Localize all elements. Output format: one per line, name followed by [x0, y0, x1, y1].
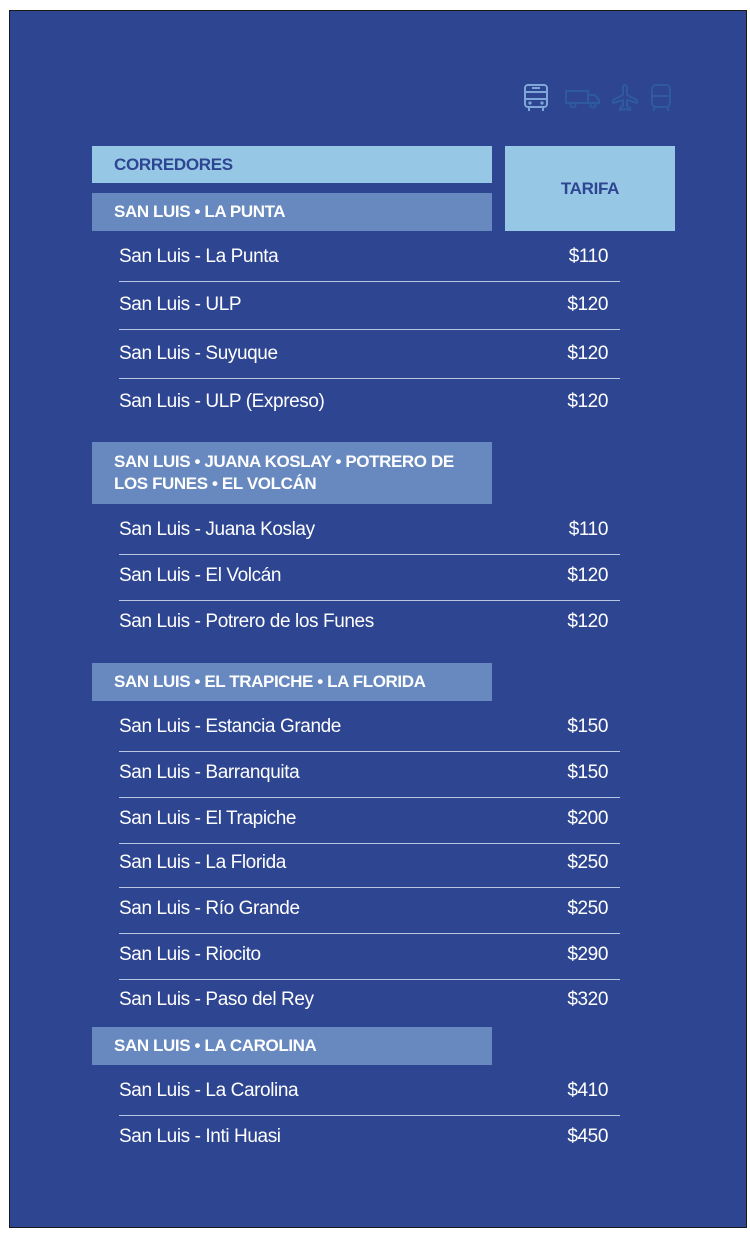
fare-value: $320	[567, 989, 608, 1010]
route-name: San Luis - Potrero de los Funes	[119, 611, 374, 632]
route-name: San Luis - ULP (Expreso)	[119, 391, 325, 412]
section-title: SAN LUIS • LA CAROLINA	[92, 1027, 492, 1065]
corridors-header: CORREDORES	[92, 146, 492, 183]
section-title: SAN LUIS • JUANA KOSLAY • POTRERO DE LOS FUNES • EL VOLCÁN	[92, 442, 492, 504]
route-name: San Luis - La Punta	[119, 246, 279, 267]
route-name: San Luis - El Volcán	[119, 565, 282, 586]
route-name: San Luis - Barranquita	[119, 762, 300, 783]
fare-header-label: TARIFA	[560, 178, 620, 198]
fare-value: $120	[567, 391, 608, 412]
route-name: San Luis - Juana Koslay	[119, 519, 315, 540]
section-title: SAN LUIS • EL TRAPICHE • LA FLORIDA	[92, 663, 492, 701]
fare-value: $120	[567, 343, 608, 364]
route-name: San Luis - Estancia Grande	[119, 716, 341, 737]
fare-card	[9, 10, 747, 1228]
row-divider	[119, 797, 620, 798]
route-name: San Luis - La Carolina	[119, 1080, 299, 1101]
route-name: San Luis - La Florida	[119, 852, 286, 873]
fare-value: $120	[567, 294, 608, 315]
route-name: San Luis - Suyuque	[119, 343, 278, 364]
fare-value: $450	[567, 1126, 608, 1147]
row-divider	[119, 887, 620, 888]
row-divider	[119, 751, 620, 752]
fare-value: $120	[567, 565, 608, 586]
fare-value: $410	[567, 1080, 608, 1101]
fare-value: $120	[567, 611, 608, 632]
row-divider	[119, 600, 620, 601]
route-name: San Luis - Río Grande	[119, 898, 300, 919]
route-name: San Luis - ULP	[119, 294, 242, 315]
route-name: San Luis - Riocito	[119, 944, 261, 965]
row-divider	[119, 933, 620, 934]
fare-value: $150	[567, 762, 608, 783]
row-divider	[119, 843, 620, 844]
route-name: San Luis - Inti Huasi	[119, 1126, 281, 1147]
row-divider	[119, 329, 620, 330]
route-name: San Luis - El Trapiche	[119, 808, 297, 829]
fare-value: $290	[567, 944, 608, 965]
section-title: SAN LUIS • LA PUNTA	[92, 193, 492, 231]
fare-value: $110	[568, 246, 608, 267]
row-divider	[119, 554, 620, 555]
fare-value: $250	[567, 898, 608, 919]
row-divider	[119, 281, 620, 282]
fare-table	[1, 1, 750, 1248]
fare-value: $150	[567, 716, 608, 737]
row-divider	[119, 979, 620, 980]
route-name: San Luis - Paso del Rey	[119, 989, 314, 1010]
fare-value: $110	[568, 519, 608, 540]
fare-header	[505, 146, 675, 231]
fare-value: $250	[567, 852, 608, 873]
fare-value: $200	[567, 808, 608, 829]
row-divider	[119, 1115, 620, 1116]
row-divider	[119, 378, 620, 379]
